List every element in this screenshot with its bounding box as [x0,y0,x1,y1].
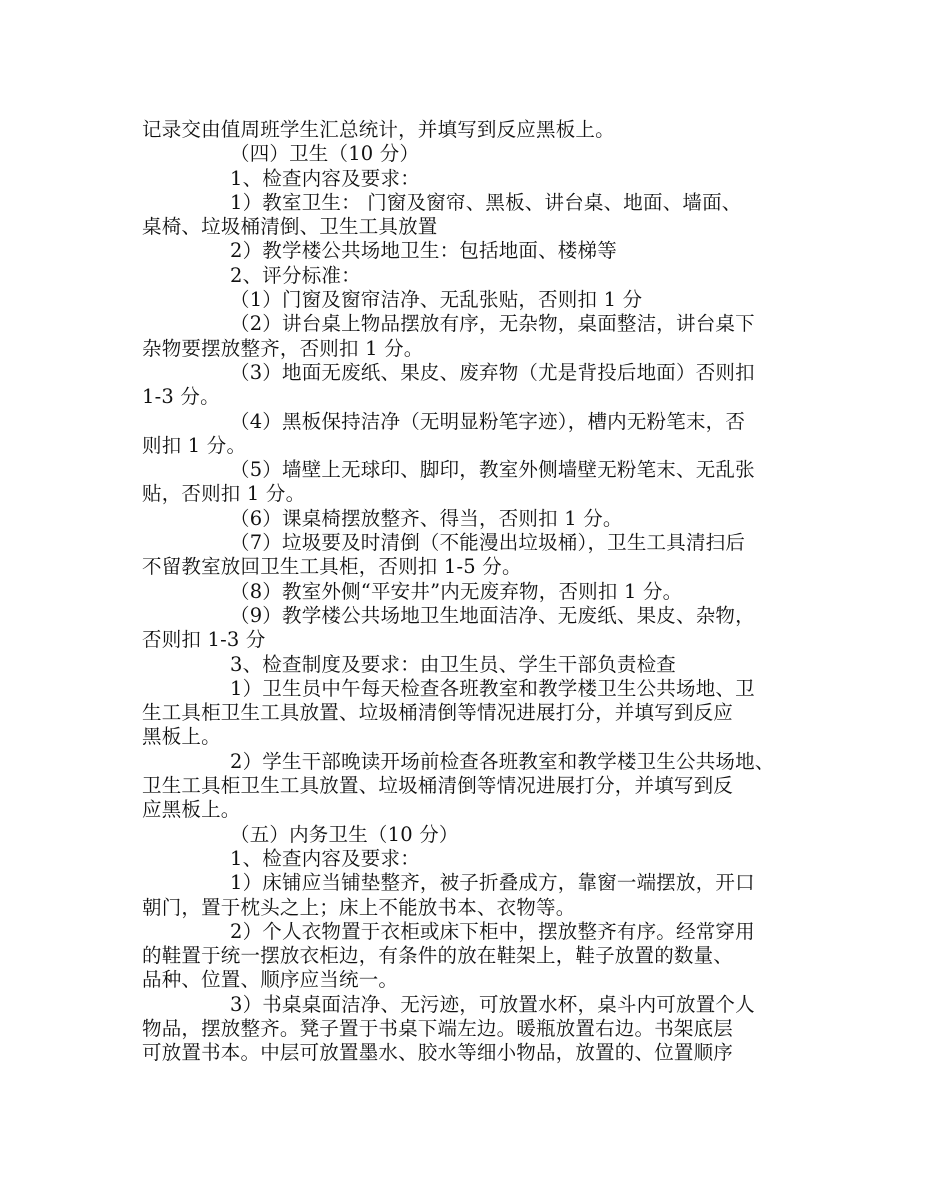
text-line: 贴，否则扣 1 分。 [142,482,306,506]
text-line: 桌椅、垃圾桶清倒、卫生工具放置 [142,215,438,239]
text-line: 1）床铺应当铺垫整齐，被子折叠成方，靠窗一端摆放，开口 [230,871,755,895]
text-line: （5）墙壁上无球印、脚印，教室外侧墙壁无粉笔末、无乱张 [230,458,755,482]
text-line: 品种、位置、顺序应当统一。 [142,968,399,992]
text-line: （9）教学楼公共场地卫生地面洁净、无废纸、果皮、杂物， [230,603,755,627]
text-line: 1、检查内容及要求： [230,166,420,190]
text-line: （3）地面无废纸、果皮、废弃物（尤是背投后地面）否则扣 [230,360,755,384]
text-line: （6）课桌椅摆放整齐、得当，否则扣 1 分。 [230,506,623,530]
text-line: 1-3 分。 [142,385,220,409]
text-line: （五）内务卫生（10 分） [230,822,459,846]
text-line: 1、检查内容及要求： [230,846,420,870]
text-line: 否则扣 1-3 分 [142,628,266,652]
text-line: 的鞋置于统一摆放衣柜边，有条件的放在鞋架上，鞋子放置的数量、 [142,944,734,968]
text-line: 可放置书本。中层可放置墨水、胶水等细小物品，放置的、位置顺序 [142,1041,734,1065]
text-line: 杂物要摆放整齐，否则扣 1 分。 [142,336,424,360]
text-line: 1）卫生员中午每天检查各班教室和教学楼卫生公共场地、卫 [230,676,755,700]
text-line: （4）黑板保持洁净（无明显粉笔字迹），槽内无粉笔末，否 [230,409,746,433]
text-line: 不留教室放回卫生工具柜，否则扣 1-5 分。 [142,555,522,579]
text-line: 生工具柜卫生工具放置、垃圾桶清倒等情况进展打分，并填写到反应 [142,701,734,725]
text-line: 朝门，置于枕头之上；床上不能放书本、衣物等。 [142,895,576,919]
text-line: （8）教室外侧“平安井”内无废弃物，否则扣 1 分。 [230,579,683,603]
text-line: （2）讲台桌上物品摆放有序，无杂物，桌面整洁，讲台桌下 [230,312,755,336]
document-body [142,118,818,1066]
text-line: 2）个人衣物置于衣柜或床下柜中，摆放整齐有序。经常穿用 [230,919,755,943]
text-line: 2）学生干部晚读开场前检查各班教室和教学楼卫生公共场地、 [230,749,775,773]
text-line: 1）教室卫生： 门窗及窗帘、黑板、讲台桌、地面、墙面、 [230,190,742,214]
text-line: （7）垃圾要及时清倒（不能漫出垃圾桶），卫生工具清扫后 [230,531,746,555]
text-line: 卫生工具柜卫生工具放置、垃圾桶清倒等情况进展打分，并填写到反 [142,774,734,798]
text-line: 3、检查制度及要求：由卫生员、学生干部负责检查 [230,652,677,676]
text-line: 应黑板上。 [142,798,241,822]
text-line: 物品，摆放整齐。凳子置于书桌下端左边。暖瓶放置右边。书架底层 [142,1016,734,1040]
text-line: 黑板上。 [142,725,221,749]
text-line: 记录交由值周班学生汇总统计，并填写到反应黑板上。 [142,118,615,141]
text-line: （1）门窗及窗帘洁净、无乱张贴，否则扣 1 分 [230,288,643,312]
text-line: 2）教学楼公共场地卫生：包括地面、楼梯等 [230,239,617,263]
text-line: 2、评分标准： [230,263,361,287]
text-line: 则扣 1 分。 [142,433,247,457]
text-line: （四）卫生（10 分） [230,142,420,166]
text-line: 3）书桌桌面洁净、无污迹，可放置水杯，桌斗内可放置个人 [230,992,755,1016]
